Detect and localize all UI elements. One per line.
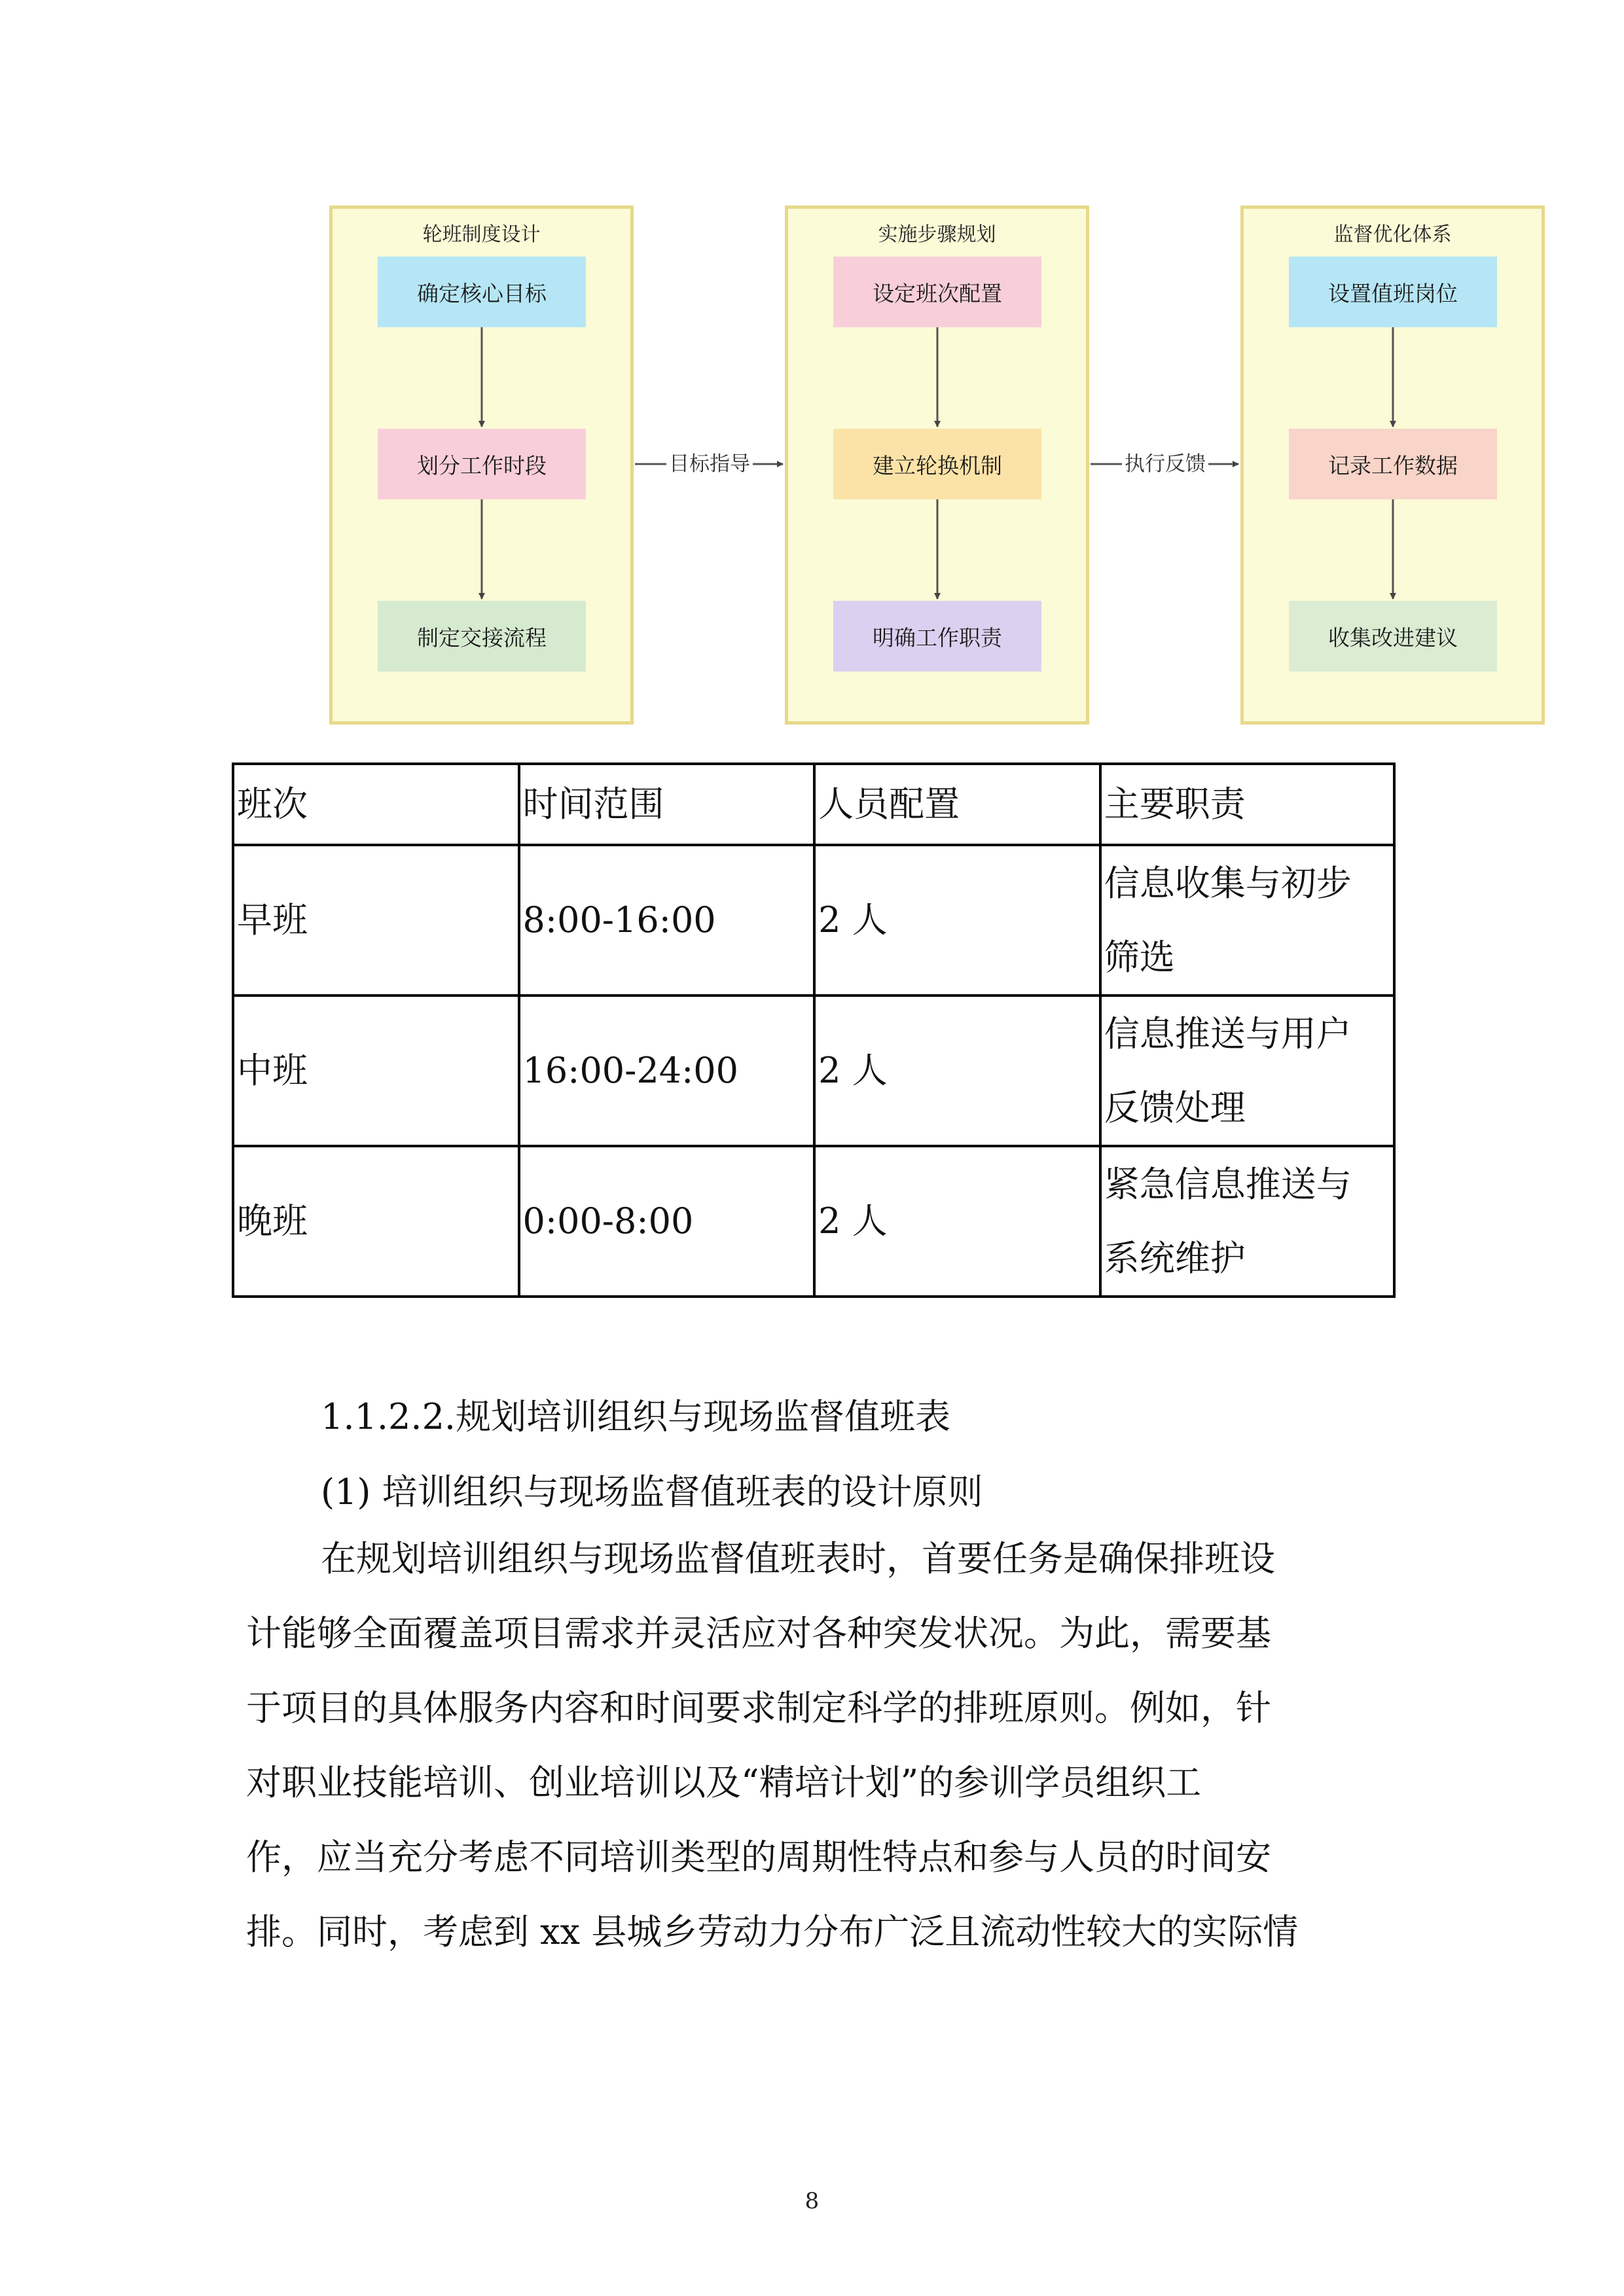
paragraph-line: 对职业技能培训、创业培训以及“精培计划”的参训学员组织工 [246,1762,1202,1803]
node-core-goal: 确定核心目标 [378,257,586,327]
node-rotation-mechanism: 建立轮换机制 [833,429,1041,499]
edge-label-goal-guidance: 目标指导 [666,451,753,477]
arrows-layer [0,0,1624,733]
table-header-row [233,764,1394,845]
cell-duty [1100,996,1394,1146]
flow-diagram [0,0,1624,733]
group-title: 轮班制度设计 [422,223,541,246]
paragraph-line: 作，应当充分考虑不同培训类型的周期性特点和参与人员的时间安 [246,1837,1271,1878]
cell-duty [1100,1146,1394,1297]
cell-duty [1100,845,1394,996]
cell-time: 16:00-24:00 [519,996,815,1146]
node-duty-posts: 设置值班岗位 [1289,257,1497,327]
paragraph-line: 于项目的具体服务内容和时间要求制定科学的排班原则。例如，针 [246,1687,1271,1729]
shift-table [232,762,1396,1298]
duty-line: 信息收集与初步 [1104,863,1352,904]
header-duty: 主要职责 [1100,764,1394,845]
node-record-data: 记录工作数据 [1289,429,1497,499]
paragraph-line: 计能够全面覆盖项目需求并灵活应对各种突发状况。为此，需要基 [246,1613,1271,1654]
table-row [233,996,1394,1146]
table-row [233,1146,1394,1297]
node-duties: 明确工作职责 [833,601,1041,672]
cell-shift: 早班 [233,845,519,996]
header-shift: 班次 [233,764,519,845]
group-title: 实施步骤规划 [878,223,996,246]
node-shift-config: 设定班次配置 [833,257,1041,327]
node-suggestions: 收集改进建议 [1289,601,1497,672]
page-number: 8 [804,2188,820,2214]
node-handover-process: 制定交接流程 [378,601,586,672]
section-heading: 1.1.2.2.规划培训组织与现场监督值班表 [321,1396,951,1437]
paragraph-line: 在规划培训组织与现场监督值班表时，首要任务是确保排班设 [321,1538,1275,1579]
paragraph-line: 排。同时，考虑到 xx 县城乡劳动力分布广泛且流动性较大的实际情 [246,1911,1299,1952]
duty-line: 紧急信息推送与 [1104,1164,1352,1205]
header-time: 时间范围 [519,764,815,845]
cell-staff: 2 人 [814,1146,1100,1297]
edge-label-execution-feedback: 执行反馈 [1122,451,1208,477]
duty-line: 系统维护 [1104,1238,1246,1279]
cell-shift: 晚班 [233,1146,519,1297]
cell-time: 0:00-8:00 [519,1146,815,1297]
group-title: 监督优化体系 [1333,223,1452,246]
header-staff: 人员配置 [814,764,1100,845]
duty-line: 信息推送与用户 [1104,1013,1352,1054]
sub-heading: (1) 培训组织与现场监督值班表的设计原则 [321,1471,983,1513]
cell-time: 8:00-16:00 [519,845,815,996]
body-paragraph [246,1522,1385,1969]
duty-line: 筛选 [1104,937,1175,978]
node-work-periods: 划分工作时段 [378,429,586,499]
cell-shift: 中班 [233,996,519,1146]
cell-staff: 2 人 [814,996,1100,1146]
table-row [233,845,1394,996]
cell-staff: 2 人 [814,845,1100,996]
duty-line: 反馈处理 [1104,1087,1246,1128]
